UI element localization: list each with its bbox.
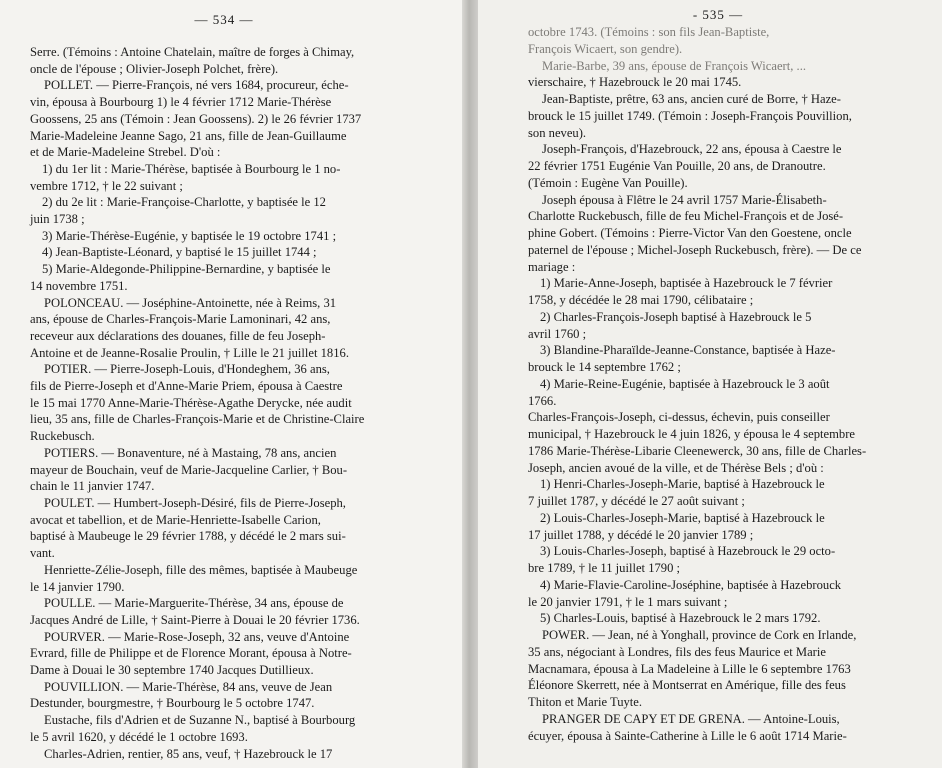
text-line: Dame à Douai le 30 septembre 1740 Jacques Dutillieux. [30, 663, 314, 678]
text-line: paternel de l'épouse ; Michel-Joseph Ruckebusch, frère). — De ce [528, 242, 862, 257]
right-page [478, 0, 942, 768]
text-line: Éléonore Skerrett, née à Montserrat en Amérique, fille des feus [528, 678, 846, 693]
text-line: receveur aux déclarations des douanes, fille de feu Joseph- [30, 328, 326, 343]
text-line: chain le 11 janvier 1747. [30, 479, 155, 494]
text-line: et de Marie-Madeleine Strebel. D'où : [30, 145, 221, 160]
text-line: brouck le 14 septembre 1762 ; [528, 360, 681, 374]
text-line: Goossens, 25 ans (Témoin : Jean Goossens). 2) le 26 février 1737 [30, 111, 362, 126]
text-line: Marie-Barbe, 39 ans, épouse de François Wicaert, ... [542, 58, 806, 73]
text-line: Charles-Adrien, rentier, 85 ans, veuf, † Hazebrouck le 17 [44, 746, 333, 761]
text-line: Charles-François-Joseph, ci-dessus, échevin, puis conseiller [528, 410, 830, 425]
entry-heading-line: POURVER. — Marie-Rose-Joseph, 32 ans, veuve d'Antoine [44, 629, 350, 644]
text-line: son neveu). [528, 125, 587, 140]
book-gutter [462, 0, 478, 768]
text-line: Eustache, fils d'Adrien et de Suzanne N., baptisé à Bourbourg [44, 713, 356, 728]
page-number: - 535 — [692, 7, 744, 22]
list-item: 1) Marie-Anne-Joseph, baptisée à Hazebrouck le 7 février [540, 276, 833, 291]
text-line: phine Gobert. (Témoins : Pierre-Victor Van den Goestene, oncle [528, 226, 852, 240]
text-line: bre 1789, † le 11 juillet 1790 ; [528, 561, 681, 575]
entry-heading-line: POLLET. — Pierre-François, né vers 1684, procureur, éche- [44, 78, 349, 93]
list-item: 4) Marie-Reine-Eugénie, baptisée à Hazebrouck le 3 août [540, 376, 830, 391]
text-line: vin, épousa à Bourbourg 1) le 4 février 1712 Marie-Thérèse [30, 95, 332, 110]
text-line: 35 ans, négociant à Londres, fils des feus Maurice et Marie [528, 644, 826, 659]
text-line: François Wicaert, son gendre). [528, 41, 683, 56]
list-item: 2) Louis-Charles-Joseph-Marie, baptisé à Hazebrouck le [540, 510, 825, 525]
list-item: 4) Jean-Baptiste-Léonard, y baptisé le 15 juillet 1744 ; [42, 245, 317, 260]
text-line: 17 juillet 1788, y décédé le 20 janvier 1789 ; [528, 527, 754, 542]
text-line: vant. [30, 546, 55, 561]
text-line: municipal, † Hazebrouck le 4 juin 1826, y épousa le 4 septembre [528, 427, 855, 441]
page-number: — 534 — [194, 12, 254, 27]
page-text [528, 24, 908, 744]
text-line: 1766. [528, 393, 557, 408]
text-line: 22 février 1751 Eugénie Van Pouille, 20 ans, de Dranoutre. [528, 159, 826, 173]
text-line: Antoine et de Jeanne-Rosalie Proulin, † Lille le 21 juillet 1816. [30, 345, 349, 360]
text-line: ans, épouse de Charles-François-Marie Lamoninari, 42 ans, [30, 312, 331, 327]
entry-heading-line: PRANGER DE CAPY ET DE GRENA. — Antoine-Louis, [542, 711, 840, 726]
text-line: Jacques André de Lille, † Saint-Pierre à Douai le 20 février 1736. [30, 612, 360, 627]
list-item: 3) Marie-Thérèse-Eugénie, y baptisée le 19 octobre 1741 ; [42, 228, 337, 243]
list-item: 1) du 1er lit : Marie-Thérèse, baptisée à Bourbourg le 1 no- [42, 161, 341, 176]
list-item: 3) Blandine-Pharaïlde-Jeanne-Constance, baptisée à Haze- [540, 343, 836, 358]
entry-heading-line: POTIERS. — Bonaventure, né à Mastaing, 78 ans, ancien [44, 445, 337, 460]
text-line: Serre. (Témoins : Antoine Chatelain, maître de forges à Chimay, [30, 45, 355, 59]
list-item: 5) Charles-Louis, baptisé à Hazebrouck le 2 mars 1792. [540, 611, 821, 626]
text-line: baptisé à Maubeuge le 29 février 1788, y décédé le 2 mars sui- [30, 529, 346, 544]
text-line: 14 novembre 1751. [30, 278, 128, 293]
entry-heading-line: POULLE. — Marie-Marguerite-Thérèse, 34 ans, épouse de [44, 596, 344, 611]
text-line: lieu, 35 ans, fille de Charles-François-Marie et de Christine-Claire [30, 412, 365, 427]
text-line: écuyer, épousa à Sainte-Catherine à Lille le 6 août 1714 Marie- [528, 728, 847, 743]
text-line: mariage : [528, 259, 576, 274]
entry-heading-line: POWER. — Jean, né à Yonghall, province de Cork en Irlande, [542, 628, 857, 642]
list-item: 2) du 2e lit : Marie-Françoise-Charlotte, y baptisée le 12 [42, 195, 326, 210]
text-line: Joseph-François, d'Hazebrouck, 22 ans, épousa à Caestre le [542, 142, 842, 157]
list-item: 4) Marie-Flavie-Caroline-Joséphine, baptisée à Hazebrouck [540, 577, 842, 592]
text-line: Jean-Baptiste, prêtre, 63 ans, ancien curé de Borre, † Haze- [542, 92, 841, 106]
text-line: vembre 1712, † le 22 suivant ; [30, 178, 183, 193]
text-line: le 5 avril 1620, y décédé le 1 octobre 1693. [30, 729, 248, 744]
text-line: 1758, y décédée le 28 mai 1790, célibataire ; [528, 293, 754, 307]
text-line: Joseph, ancien avoué de la ville, et de Thérèse Bels ; d'où : [528, 460, 824, 475]
list-item: 1) Henri-Charles-Joseph-Marie, baptisé à Hazebrouck le [540, 477, 825, 492]
text-line: fils de Pierre-Joseph et d'Anne-Marie Priem, épousa à Caestre [30, 379, 343, 394]
text-line: Charlotte Ruckebusch, fille de feu Michel-François et de José- [528, 209, 844, 224]
text-line: (Témoin : Eugène Van Pouille). [528, 175, 688, 190]
text-line: oncle de l'épouse ; Olivier-Joseph Polchet, frère). [30, 61, 279, 76]
text-line: avril 1760 ; [528, 326, 587, 341]
text-line: avocat et tabellion, et de Marie-Henriette-Isabelle Carion, [30, 512, 321, 527]
text-line: Ruckebusch. [30, 429, 95, 444]
text-line: Macnamara, épousa à La Madeleine à Lille le 6 septembre 1763 [528, 661, 851, 676]
text-line: octobre 1743. (Témoins : son fils Jean-Baptiste, [528, 25, 770, 39]
text-line: le 20 janvier 1791, † le 1 mars suivant ; [528, 594, 728, 609]
entry-heading-line: POUVILLION. — Marie-Thérèse, 84 ans, veuve de Jean [44, 679, 333, 694]
entry-heading-line: POLONCEAU. — Joséphine-Antoinette, née à Reims, 31 [44, 295, 337, 310]
text-line: mayeur de Bouchain, veuf de Marie-Jacqueline Carlier, † Bou- [30, 462, 348, 477]
text-line: Joseph épousa à Flêtre le 24 avril 1757 Marie-Élisabeth- [542, 192, 827, 207]
text-line: Henriette-Zélie-Joseph, fille des mêmes, baptisée à Maubeuge [44, 562, 358, 577]
text-line: le 15 mai 1770 Anne-Marie-Thérèse-Agathe Derycke, née audit [30, 395, 352, 410]
list-item: 2) Charles-François-Joseph baptisé à Hazebrouck le 5 [540, 309, 812, 324]
entry-heading-line: POTIER. — Pierre-Joseph-Louis, d'Hondeghem, 36 ans, [44, 362, 330, 377]
list-item: 5) Marie-Aldegonde-Philippine-Bernardine, y baptisée le [42, 262, 331, 277]
text-line: le 14 janvier 1790. [30, 579, 125, 594]
text-line: brouck le 15 juillet 1749. (Témoin : Joseph-François Pouvillion, [528, 108, 852, 123]
entry-heading-line: POULET. — Humbert-Joseph-Désiré, fils de Pierre-Joseph, [44, 495, 346, 510]
text-line: juin 1738 ; [30, 212, 85, 227]
left-page [0, 0, 462, 768]
list-item: 3) Louis-Charles-Joseph, baptisé à Hazebrouck le 29 octo- [540, 544, 836, 559]
text-line: 7 juillet 1787, y décédé le 27 août suivant ; [528, 494, 745, 508]
text-line: 1786 Marie-Thérèse-Libarie Cleenewerck, 30 ans, fille de Charles- [528, 443, 867, 458]
text-line: Thiton et Marie Tuyte. [528, 695, 643, 709]
page-text [30, 44, 418, 762]
text-line: Marie-Madeleine Jeanne Sago, 21 ans, fille de Jean-Guillaume [30, 128, 347, 143]
text-line: Destunder, bourgmestre, † Bourbourg le 5 octobre 1747. [30, 696, 315, 711]
text-line: vierschaire, † Hazebrouck le 20 mai 1745. [528, 75, 742, 90]
text-line: Evrard, fille de Philippe et de Florence Morant, épousa à Notre- [30, 646, 352, 661]
